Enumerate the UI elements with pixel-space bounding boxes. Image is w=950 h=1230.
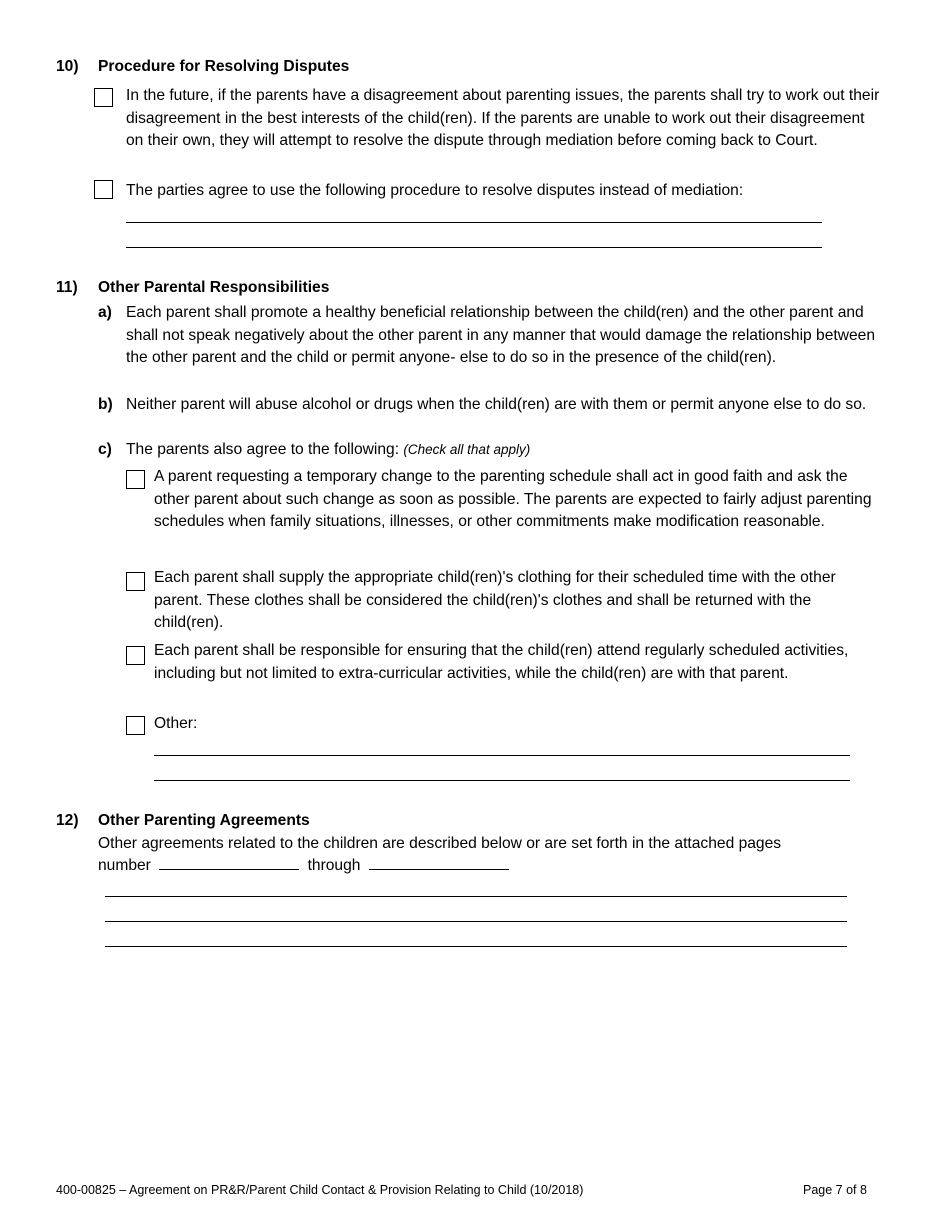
other-line-2[interactable] bbox=[154, 780, 850, 781]
activities-text: Each parent shall be responsible for ensuring that the child(ren) attend regularly scheduled activities, including but not limited to extra-curricular activities, while the child(ren) are with that parent. bbox=[154, 642, 849, 682]
schedule-change-text: A parent requesting a temporary change to the parenting schedule shall act in good faith and ask the other parent about such change as soon as possible. The parents are expected to fairly adjust parenting schedules when family situations, illnesses, or other commitments make modification reasonable. bbox=[154, 468, 872, 530]
other-label: Other: bbox=[154, 715, 198, 732]
dispute-alternative-checkbox[interactable] bbox=[94, 180, 113, 199]
through-label: through bbox=[307, 857, 361, 874]
item-b-label: b) bbox=[98, 396, 113, 413]
pages-from-field[interactable] bbox=[159, 855, 299, 870]
footer-page-number: Page 7 of 8 bbox=[803, 1183, 867, 1197]
activities-checkbox[interactable] bbox=[126, 646, 145, 665]
item-a-label: a) bbox=[98, 304, 112, 321]
item-c-text bbox=[126, 439, 876, 462]
item-c-label: c) bbox=[98, 441, 112, 458]
agreements-line-1[interactable] bbox=[105, 896, 847, 897]
schedule-change-checkbox[interactable] bbox=[126, 470, 145, 489]
dispute-mediation-text: In the future, if the parents have a disagreement about parenting issues, the parents shall try to work out their disagreement in the best interests of the child(ren). If the parents are unable to work out their disagreement on their own, they will attempt to resolve the dispute through mediation before coming back to Court. bbox=[126, 87, 880, 149]
pages-through-field[interactable] bbox=[369, 855, 509, 870]
item-c-intro: The parents also agree to the following: bbox=[126, 441, 400, 458]
dispute-alternative-text: The parties agree to use the following procedure to resolve disputes instead of mediation: bbox=[126, 182, 744, 199]
footer-form-id: 400-00825 – Agreement on PR&R/Parent Child Contact & Provision Relating to Child (10/2018) bbox=[56, 1183, 584, 1197]
number-label: number bbox=[98, 857, 151, 874]
section-12-title: Other Parenting Agreements bbox=[98, 812, 310, 829]
section-11-title: Other Parental Responsibilities bbox=[98, 279, 330, 296]
clothing-text: Each parent shall supply the appropriate child(ren)'s clothing for their scheduled time with the other parent. These clothes shall be considered the child(ren)'s clothes and shall be returned with the child(ren). bbox=[154, 569, 836, 631]
agreements-line-3[interactable] bbox=[105, 946, 847, 947]
section-10-number: 10) bbox=[56, 58, 79, 75]
dispute-procedure-line-2[interactable] bbox=[126, 247, 822, 248]
item-c-note: (Check all that apply) bbox=[403, 442, 531, 457]
attached-pages-line bbox=[98, 855, 878, 878]
other-checkbox[interactable] bbox=[126, 716, 145, 735]
item-b-text: Neither parent will abuse alcohol or drugs when the child(ren) are with them or permit anyone else to do so. bbox=[126, 396, 867, 413]
clothing-checkbox[interactable] bbox=[126, 572, 145, 591]
section-12-text: Other agreements related to the children are described below or are set forth in the attached pages bbox=[98, 835, 782, 852]
other-line-1[interactable] bbox=[154, 755, 850, 756]
item-a-text: Each parent shall promote a healthy beneficial relationship between the child(ren) and the other parent and shall not speak negatively about the other parent in any manner that would damage the relationship between the other parent and the child or permit anyone- else to do so in the presence of the child(ren). bbox=[126, 304, 875, 366]
agreements-line-2[interactable] bbox=[105, 921, 847, 922]
section-12-number: 12) bbox=[56, 812, 79, 829]
section-10-title: Procedure for Resolving Disputes bbox=[98, 58, 350, 75]
section-11-number: 11) bbox=[56, 279, 78, 296]
dispute-procedure-line-1[interactable] bbox=[126, 222, 822, 223]
dispute-mediation-checkbox[interactable] bbox=[94, 88, 113, 107]
